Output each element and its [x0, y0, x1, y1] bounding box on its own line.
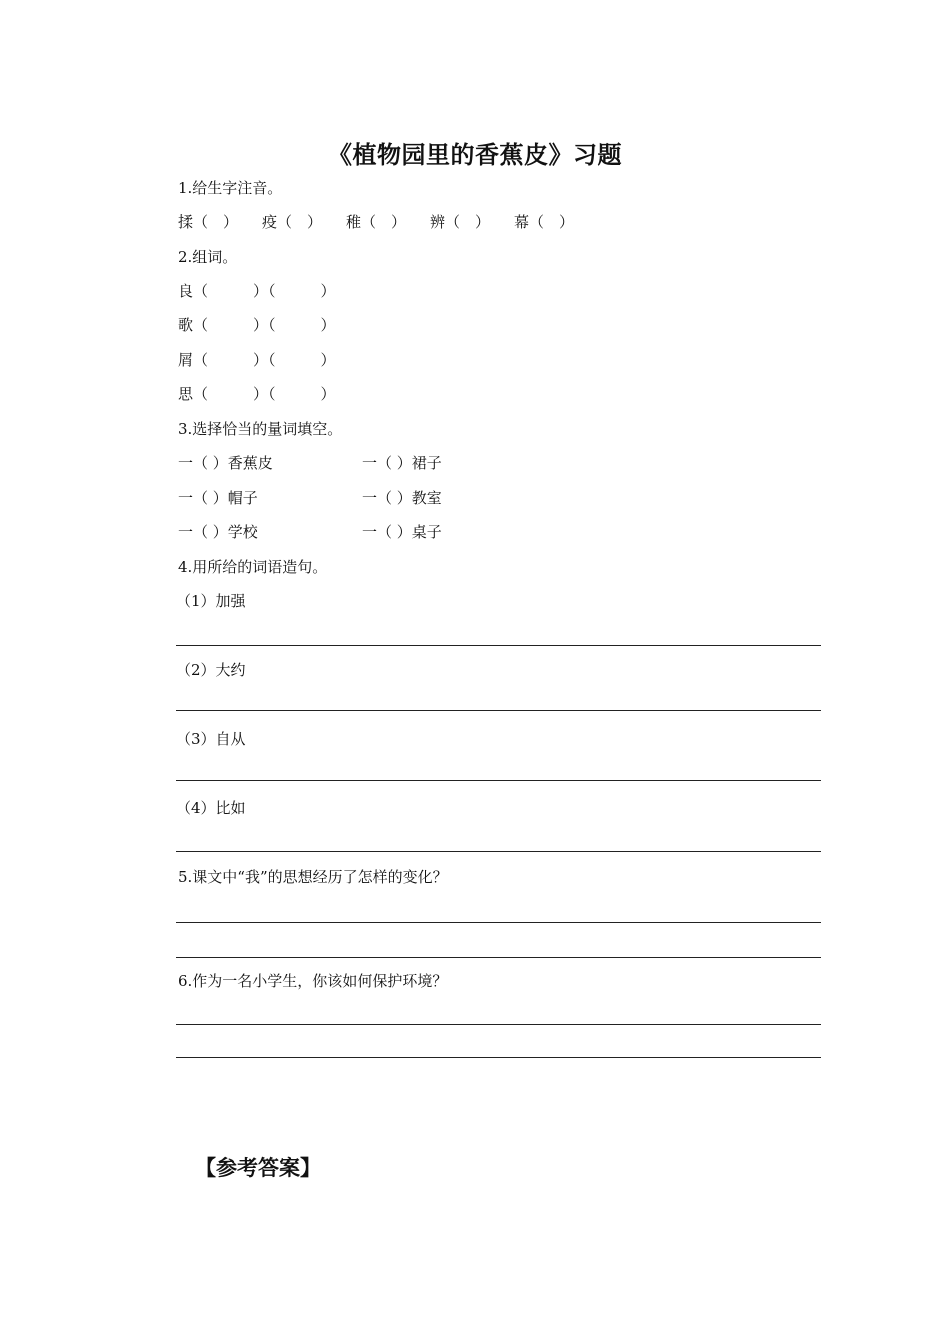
q4-item: （4）比如 — [176, 799, 246, 817]
answer-heading: 【参考答案】 — [195, 1156, 321, 1180]
answer-line — [176, 1057, 821, 1058]
answer-line — [176, 851, 821, 852]
q1-item: 幕（ ） — [514, 213, 575, 231]
q3-right-item: 一（ ）桌子 — [362, 523, 442, 541]
q1-item: 疫（ ） — [262, 213, 323, 231]
q3-left-item: 一（ ）香蕉皮 — [178, 454, 273, 472]
answer-line — [176, 645, 821, 646]
q1-item: 稚（ ） — [346, 213, 407, 231]
q4-item: （1）加强 — [176, 592, 246, 610]
q2-row: 歌（ ）（ ） — [178, 316, 336, 334]
q1-heading: 1.给生字注音。 — [178, 179, 283, 197]
q3-left-item: 一（ ）学校 — [178, 523, 258, 541]
worksheet-title: 《植物园里的香蕉皮》习题 — [328, 141, 622, 169]
q4-heading: 4.用所给的词语造句。 — [178, 558, 328, 576]
q2-row: 屑（ ）（ ） — [178, 351, 336, 369]
answer-line — [176, 780, 821, 781]
q2-row: 思（ ）（ ） — [178, 385, 336, 403]
q5-heading: 5.课文中“我”的思想经历了怎样的变化？ — [178, 868, 448, 886]
answer-line — [176, 957, 821, 958]
q4-item: （3）自从 — [176, 730, 246, 748]
q1-item: 辨（ ） — [430, 213, 491, 231]
q6-heading: 6.作为一名小学生，你该如何保护环境？ — [178, 972, 448, 990]
answer-line — [176, 710, 821, 711]
answer-line — [176, 1024, 821, 1025]
answer-line — [176, 922, 821, 923]
q3-right-item: 一（ ）裙子 — [362, 454, 442, 472]
q3-heading: 3.选择恰当的量词填空。 — [178, 420, 343, 438]
q3-left-item: 一（ ）帽子 — [178, 489, 258, 507]
q3-right-item: 一（ ）教室 — [362, 489, 442, 507]
q4-item: （2）大约 — [176, 661, 246, 679]
q2-heading: 2.组词。 — [178, 248, 238, 266]
q1-item: 揉（ ） — [178, 213, 239, 231]
q2-row: 良（ ）（ ） — [178, 282, 336, 300]
